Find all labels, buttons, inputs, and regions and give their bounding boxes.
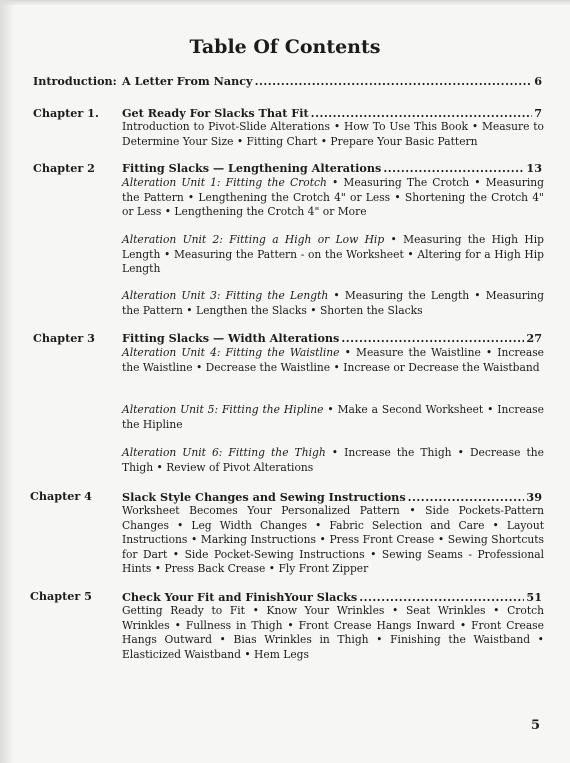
alteration-unit-3: [122, 289, 544, 318]
page-ref: 51: [526, 590, 542, 604]
unit-topics: • Measure the Waistline • Increase the Waistline • Decrease the Waistline • Increase or Decrease the Waistband: [122, 346, 545, 374]
leader-dots: [383, 161, 524, 175]
leader-dots: [359, 590, 524, 604]
entry-label-chapter-4: Chapter 4: [30, 489, 92, 503]
unit-title: Alteration Unit 2: Fitting a High or Low Hip: [122, 233, 385, 246]
heading-text: Fitting Slacks — Width Alterations: [122, 331, 340, 345]
page-title: Table Of Contents: [189, 36, 381, 58]
page-ref: 27: [526, 331, 542, 345]
unit-title: Alteration Unit 5: Fitting the Hipline: [122, 403, 324, 416]
alteration-unit-1: [122, 176, 544, 220]
entry-topics-chapter-4: Worksheet Becomes Your Personalized Pattern • Side Pockets-Pattern Changes • Leg Width Changes • Fabric Selection and Care • Layout Instructions • Marking Instructions • Press Front Crease • Sewing Shortcuts for Dart • Side Pocket-Sewing Instructions • Sewing Seams - Professional Hints • Press Back Crease • Fly Front Zipper: [122, 504, 544, 575]
page-shadow-left: [0, 0, 14, 763]
page-ref: 39: [526, 490, 542, 504]
heading-text: Fitting Slacks — Lengthening Alterations: [122, 161, 382, 175]
entry-label-chapter-5: Chapter 5: [30, 589, 92, 603]
unit-topics: • Measuring The Crotch • Measuring the Pattern • Lengthening the Crotch 4" or Less • Shortening the Crotch 4" or Less • Lengthening the Crotch 4" or More: [122, 176, 544, 218]
entry-label-chapter-1: Chapter 1.: [33, 106, 99, 120]
unit-title: Alteration Unit 6: Fitting the Thigh: [122, 446, 326, 459]
alteration-unit-4: [122, 346, 544, 375]
alteration-unit-6: [122, 446, 544, 475]
leader-dots: [341, 331, 524, 345]
heading-text: A Letter From Nancy: [122, 74, 253, 88]
unit-title: Alteration Unit 3: Fitting the Length: [122, 289, 329, 302]
page-number: 5: [530, 718, 540, 733]
heading-text: Check Your Fit and FinishYour Slacks: [122, 590, 358, 604]
entry-heading-chapter-5: [122, 590, 542, 604]
leader-dots: [255, 74, 533, 88]
unit-topics: • Increase the Thigh • Decrease the Thigh • Review of Pivot Alterations: [122, 446, 544, 474]
entry-heading-introduction: [122, 74, 542, 88]
page-ref: 7: [534, 106, 542, 120]
page-ref: 6: [534, 74, 542, 88]
entry-topics-chapter-5: Getting Ready to Fit • Know Your Wrinkles • Seat Wrinkles • Crotch Wrinkles • Fullness in Thigh • Front Crease Hangs Inward • Front Crease Hangs Outward • Bias Wrinkles in Thigh • Finishing the Waistband • Elasticized Waistband • Hem Legs: [122, 604, 544, 661]
entry-label-chapter-2: Chapter 2: [33, 161, 95, 175]
alteration-unit-2: [122, 233, 544, 277]
unit-topics: • Make a Second Worksheet • Increase the Hipline: [122, 403, 544, 431]
entry-label-chapter-3: Chapter 3: [33, 331, 95, 345]
unit-topics: • Measuring the Length • Measuring the Pattern • Lengthen the Slacks • Shorten the Slacks: [122, 289, 544, 317]
unit-title: Alteration Unit 1: Fitting the Crotch: [122, 176, 327, 189]
leader-dots: [408, 490, 525, 504]
page-shadow-top: [0, 0, 570, 6]
entry-heading-chapter-2: [122, 161, 542, 175]
unit-title: Alteration Unit 4: Fitting the Waistline: [122, 346, 340, 359]
entry-heading-chapter-3: [122, 331, 542, 345]
heading-text: Get Ready For Slacks That Fit: [122, 106, 309, 120]
entry-heading-chapter-1: [122, 106, 542, 120]
unit-topics: • Measuring the High Hip Length • Measuring the Pattern - on the Worksheet • Altering for a High Hip Length: [122, 233, 544, 275]
alteration-unit-5: [122, 403, 544, 432]
leader-dots: [311, 106, 533, 120]
page-ref: 13: [526, 161, 542, 175]
entry-label-introduction: Introduction:: [33, 74, 117, 88]
entry-topics-chapter-1: Introduction to Pivot-Slide Alterations • How To Use This Book • Measure to Determine Your Size • Fitting Chart • Prepare Your Basic Pattern: [122, 120, 544, 148]
heading-text: Slack Style Changes and Sewing Instructions: [122, 490, 406, 504]
entry-heading-chapter-4: [122, 490, 542, 504]
